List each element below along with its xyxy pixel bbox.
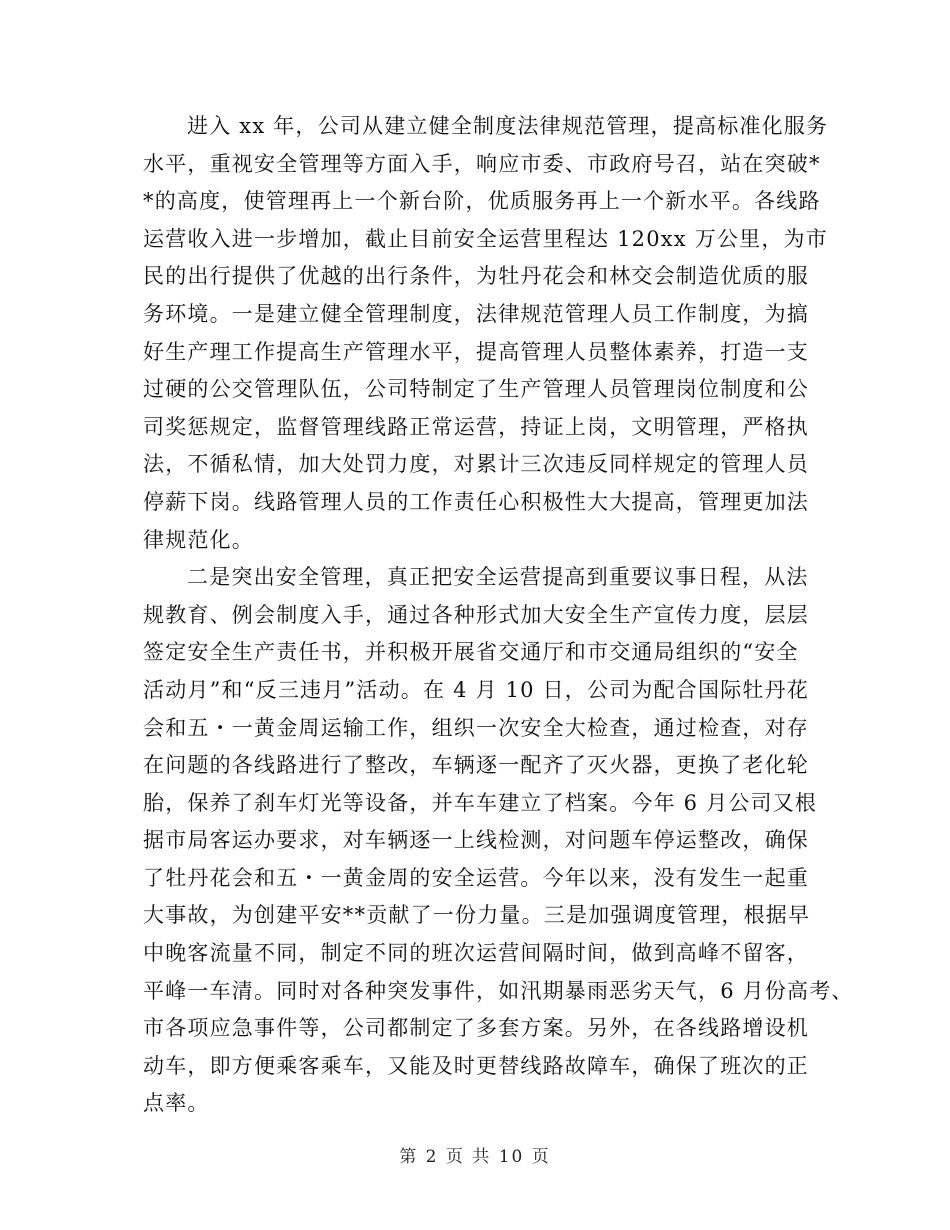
paragraph-1 — [143, 108, 833, 559]
paragraph-line: 过硬的公交管理队伍，公司特制定了生产管理人员管理岗位制度和公 — [143, 377, 809, 402]
paragraph-2 — [143, 559, 854, 1123]
paragraph-line: 动车，即方便乘客乘车，又能及时更替线路故障车，确保了班次的正 — [143, 1053, 809, 1078]
paragraph-line: 平峰一车清。同时对各种突发事件，如汛期暴雨恶劣天气，6 月份高考、 — [143, 978, 854, 1003]
paragraph-line: 务环境。一是建立健全管理制度，法律规范管理人员工作制度，为搞 — [143, 301, 809, 326]
paragraph-line: 市各项应急事件等，公司都制定了多套方案。另外，在各线路增设机 — [143, 1016, 809, 1041]
paragraph-line: 水平，重视安全管理等方面入手，响应市委、市政府号召，站在突破* — [143, 151, 821, 176]
paragraph-line: 民的出行提供了优越的出行条件，为牡丹花会和林交会制造优质的服 — [143, 264, 809, 289]
paragraph-line: 大事故，为创建平安**贡献了一份力量。三是加强调度管理，根据早 — [143, 903, 811, 928]
paragraph-line: 律规范化。 — [143, 527, 254, 552]
paragraph-line: 司奖惩规定，监督管理线路正常运营，持证上岗，文明管理，严格执 — [143, 414, 809, 439]
paragraph-line: 点率。 — [143, 1091, 210, 1116]
paragraph-line: 中晚客流量不同，制定不同的班次运营间隔时间，做到高峰不留客， — [143, 941, 809, 966]
document-body — [143, 108, 854, 1123]
paragraph-line: 停薪下岗。线路管理人员的工作责任心积极性大大提高，管理更加法 — [143, 489, 809, 514]
paragraph-line: 运营收入进一步增加，截止目前安全运营里程达 120xx 万公里，为市 — [143, 226, 828, 251]
paragraph-line: 了牡丹花会和五・一黄金周的安全运营。今年以来，没有发生一起重 — [143, 865, 809, 890]
paragraph-line: 规教育、例会制度入手，通过各种形式加大安全生产宣传力度，层层 — [143, 602, 809, 627]
paragraph-line: 法，不循私情，加大处罚力度，对累计三次违反同样规定的管理人员 — [143, 452, 809, 477]
paragraph-line: *的高度，使管理再上一个新台阶，优质服务再上一个新水平。各线路 — [143, 189, 821, 214]
paragraph-line: 二是突出安全管理，真正把安全运营提高到重要议事日程，从法 — [187, 565, 809, 590]
paragraph-line: 签定安全生产责任书，并积极开展省交通厅和市交通局组织的“安全 — [143, 640, 799, 665]
page-number-footer: 第 2 页 共 10 页 — [399, 1147, 551, 1167]
paragraph-line: 据市局客运办要求，对车辆逐一上线检测，对问题车停运整改，确保 — [143, 828, 809, 853]
paragraph-line: 活动月”和“反三违月”活动。在 4 月 10 日，公司为配合国际牡丹花 — [143, 677, 809, 702]
paragraph-line: 会和五・一黄金周运输工作，组织一次安全大检查，通过检查，对存 — [143, 715, 809, 740]
paragraph-line: 进入 xx 年，公司从建立健全制度法律规范管理，提高标准化服务 — [187, 114, 829, 138]
paragraph-line: 好生产理工作提高生产管理水平，提高管理人员整体素养，打造一支 — [143, 339, 809, 364]
paragraph-line: 胎，保养了刹车灯光等设备，并车车建立了档案。今年 6 月公司又根 — [143, 790, 818, 815]
paragraph-line: 在问题的各线路进行了整改，车辆逐一配齐了灭火器，更换了老化轮 — [143, 753, 809, 778]
